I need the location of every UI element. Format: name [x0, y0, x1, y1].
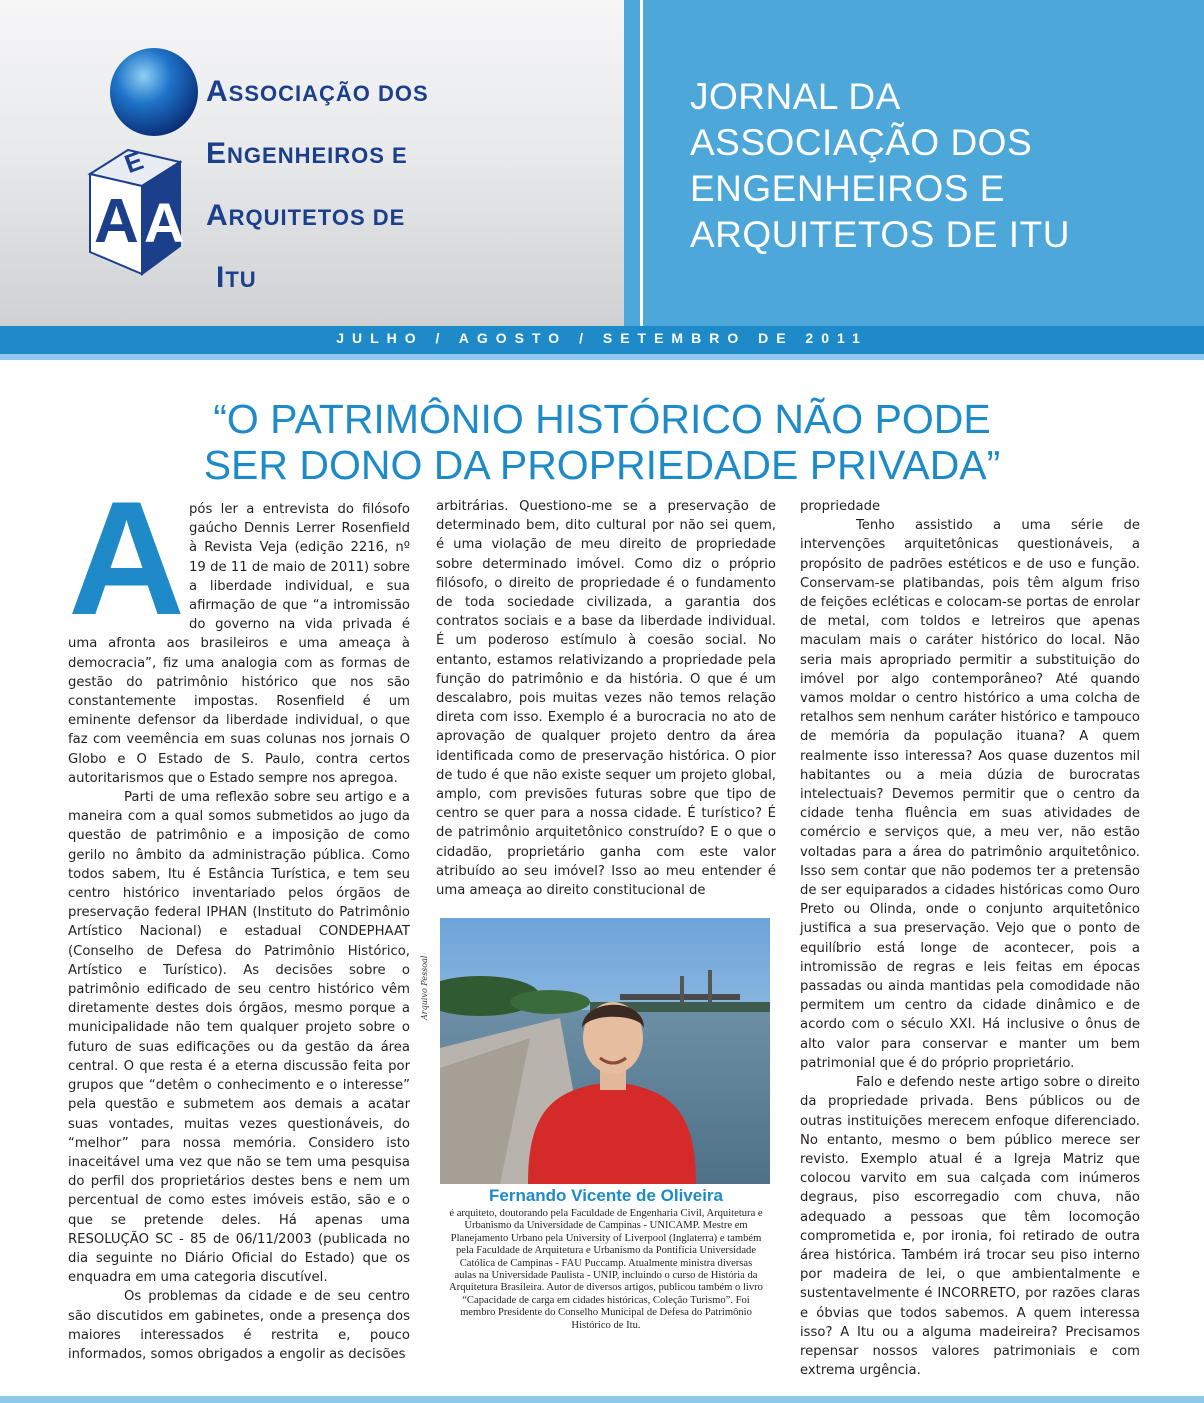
- journal-title-line-2: ASSOCIAÇÃO DOS: [690, 122, 1033, 163]
- paragraph-7: Falo e defendo neste artigo sobre o direito da propriedade privada. Bens públicos ou de outras instituições merecem enfoque diferenciado. No entanto, mesmo o bem público merece ser revisto. Exemplo atual é a Igreja Matriz que colocou varvito em sua calçada com inúmeros degraus, piso escorregadio com chuva, não adequado a pessoas que têm locomoção comprometida e, por ironia, foi retirado de outra área histórica. Também irá trocar seu piso interno por madeira de lei, o que ambientalmente e sustentavelmente é INCORRETO, por razões claras e óbvias que todos sabemos. A quem interessa isso? A Itu ou a alguma madeireira? Precisamos repensar nossos valores patrimoniais e com extrema urgência.: [800, 1075, 1140, 1379]
- issue-date-band: [0, 326, 1204, 354]
- association-name: [206, 62, 526, 310]
- author-photo: [440, 918, 770, 1184]
- headline-line-2: SER DONO DA PROPRIEDADE PRIVADA”: [203, 442, 1001, 488]
- headline-line-1: “O PATRIMÔNIO HISTÓRICO NÃO PODE: [213, 396, 991, 442]
- aeai-logo: [82, 46, 202, 276]
- issue-date: JULHO / AGOSTO / SETEMBRO DE 2011: [336, 330, 868, 346]
- paragraph-3: Os problemas da cidade e de seu centro são discutidos em gabinetes, onde a presença dos maiores interessados é restrita e, pouco informados, somos obrigados a engolir as decisões: [68, 1289, 410, 1362]
- logo-sphere: [110, 48, 198, 136]
- paragraph-2: Parti de uma reflexão sobre seu artigo e a maneira com a qual somos submetidos ao jugo da questão de patrimônio e a imposição de como gerilo no âmbito da administração pública. Como todos sabem, Itu é Estância Turística, e tem seu centro histórico inventariado pelos órgãos de preservação federal IPHAN (Instituto do Patrimônio Artístico Nacional) e estadual CONDEPHAAT (Conselho de Defesa do Patrimônio Histórico, Artístico e Turístico). As decisões sobre o patrimônio edificado de seu centro histórico vêm diretamente destes dois órgãos, mesmo porque a municipalidade não tem qualquer projeto sobre o futuro de suas edificações ou da gestão da área central. O que resta é a eterna discussão feita por grupos que “detêm o conhecimento e o interesse” pela questão e submetem aos demais a acatar suas vontades, muitas vezes questionáveis, do “melhor” para nossa memória. Considero isto inaceitável uma vez que não se tem uma pesquisa do perfil dos proprietários destes bens e nem um percentual de como estes imóveis estão, são e o que se pretende deles. Há apenas uma RESOLUÇÃO SC - 85 de 06/11/2003 (publicada no dia seguinte no Diário Oficial do Estado) que os enquadra em uma categoria discutível.: [68, 790, 410, 1286]
- journal-title-line-4: ARQUITETOS DE ITU: [690, 214, 1070, 255]
- association-line-2: ENGENHEIROS E: [206, 137, 408, 170]
- article-headline: [40, 396, 1164, 488]
- header-title-panel: [624, 0, 1204, 326]
- journal-title-line-1: JORNAL DA: [690, 76, 901, 117]
- photo-credit: Arquivo Pessoal: [420, 955, 429, 1020]
- author-bio: é arquiteto, doutorando pela Faculdade de Engenharia Civil, Arquitetura e Urbanismo da Universidade de Campinas - UNICAMP. Mestre em Planejamento Urbano pela University of Liverpool (Inglaterra) e também pela Faculdade de Arquitetura e Urbanismo da Pontifícia Universidade Católica de Campinas - FAU Puccamp. Atualmente ministra diversas aulas na Universidade Paulista - UNIP, incluindo o curso de História da Arquitetura Brasileira. Autor de diversos artigos, publicou também o livro “Capacidade de carga em cidades históricas, Coleção Turismo”. Foi membro Presidente do Conselho Municipal de Defesa do Patrimônio Histórico de Itu.: [449, 1208, 763, 1331]
- header-divider: [0, 354, 1204, 360]
- paragraph-6: Tenho assistido a uma série de intervenções arquitetônicas questionáveis, a propósito de padrões estéticos e de uso e função. Conservam-se platibandas, pois têm algum friso de feições ecléticas e colocam-se portas de enrolar de metal, com toldos e letreiros que apenas maculam mais o caráter histórico do local. Não seria mais apropriado permitir a substituição do imóvel por algo contemporâneo? Até quando vamos moldar o centro histórico a uma colcha de retalhos sem nenhum caráter histórico e tampouco de memória da população ituana? A quem realmente isso interessa? Aos quase duzentos mil habitantes ou a meia dúzia de burocratas intelectuais? Devemos permitir que o centro da cidade tenha fluência em suas atividades de comércio e serviços que, a meu ver, não estão voltadas para a área do patrimônio arquitetônico. Isso sem contar que não podemos ter a pretensão de ser equiparados a cidades históricas como Ouro Preto ou Olinda, onde o conjunto arquitetônico justifica a sua preservação. Vejo que o ponto de equilíbrio está longe de acontecer, pois a intromissão de regras e leis feitas em épocas passadas ou ainda mantidas pela comodidade não permitem um centro da cidade dinâmico e de acordo com o século XXI. Há inclusive o ônus de alto valor para conservar e manter um bem patrimonial que é do próprio proprietário.: [800, 518, 1140, 1071]
- article-column-3: [800, 497, 1140, 1380]
- author-name: Fernando Vicente de Oliveira: [489, 1186, 723, 1205]
- author-photo-image: [440, 918, 770, 1184]
- logo-letter-left: A: [94, 187, 139, 256]
- paragraph-4: arbitrárias. Questiono-me se a preservação de determinado bem, dito cultural por não sei quem, é uma violação de meu direito de propriedade sobre determinado imóvel. Como diz o próprio filósofo, o direito de propriedade é o fundamento de toda sociedade civilizada, a garantia dos contratos sociais e a base da liberdade individual. É um poderoso estímulo à coesão social. No entanto, estamos relativizando a propriedade pela função do patrimônio e da história. O que é um descalabro, pois muitas vezes não temos relação direta com isso. Exemplo é a burocracia no ato de aprovação de qualquer projeto dentro da área identificada como de preservação histórica. O pior de tudo é que não existe sequer um projeto global, amplo, com previsões futuras sobre que tipo de centro se quer para a nossa cidade. É turístico? É de patrimônio arquitetônico construído? E o que o cidadão, proprietário ganha com este valor atribuído ao seu imóvel? Isso ao meu entender é uma ameaça ao direito constitucional de: [436, 499, 776, 899]
- article-column-2: [436, 497, 776, 900]
- paragraph-1: pós ler a entrevista do filósofo gaúcho Dennis Lerrer Rosenfield à Revista Veja (edição 2216, nº 19 de 11 de maio de 2011) sobre a liberdade individual, e sua afirmação de que “a intromissão do governo na vida privada é uma afronta aos brasileiros e uma ameaça à democracia”, fiz uma analogia com as formas de gestão do patrimônio histórico que nos são constantemente impostas. Rosenfield é um eminente defensor da liberdade individual, o que faz com veemência em suas colunas nos jornais O Globo e O Estado de S. Paulo, contra certos autoritarismos que o Estado sempre nos apregoa.: [68, 502, 410, 786]
- footer-divider: [0, 1396, 1204, 1403]
- association-line-1: ASSOCIAÇÃO DOS: [206, 75, 429, 108]
- drop-cap: A: [68, 468, 185, 649]
- header-logo-panel: [0, 0, 624, 326]
- journal-title: [690, 74, 1170, 258]
- logo-letter-right: A: [144, 191, 185, 254]
- journal-title-line-3: ENGENHEIROS E: [690, 168, 1005, 209]
- association-line-3: ARQUITETOS DE: [206, 199, 406, 232]
- logo-letter-top: E: [120, 145, 148, 180]
- article-column-1: [68, 468, 410, 1364]
- paragraph-5: propriedade: [800, 499, 881, 514]
- association-line-4: ITU: [216, 261, 257, 294]
